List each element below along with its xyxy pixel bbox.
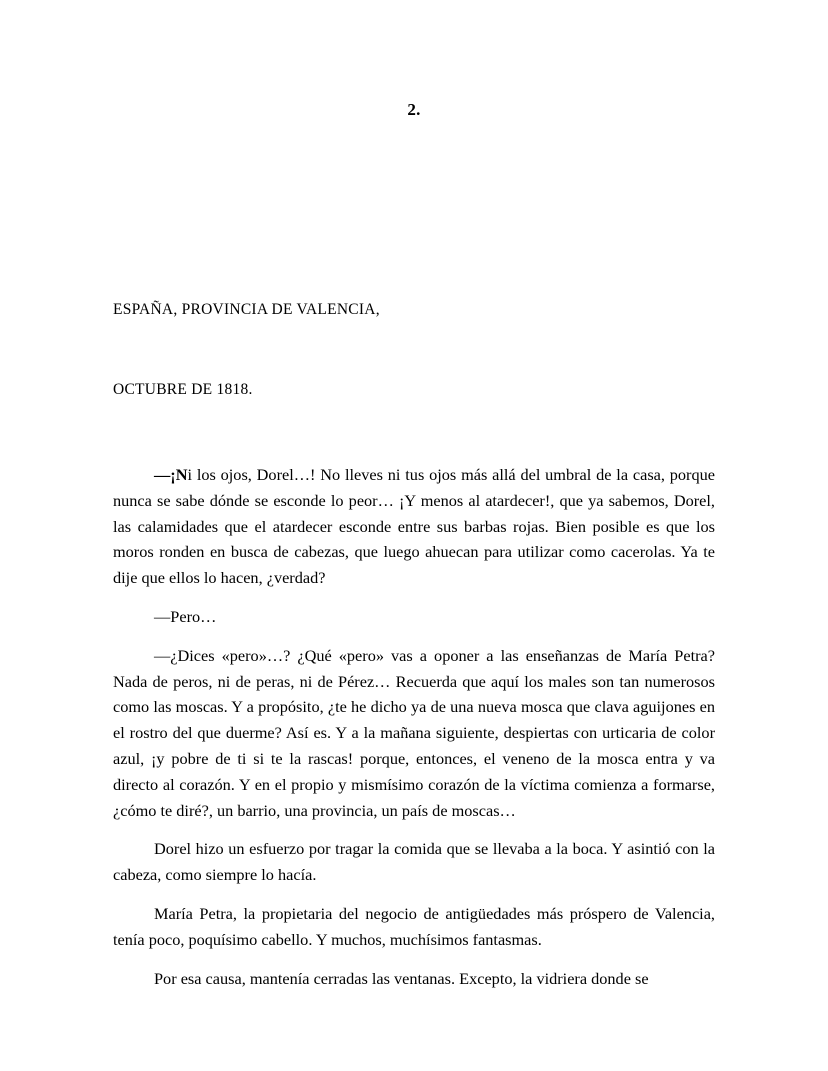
paragraph [113, 966, 715, 992]
paragraph [113, 643, 715, 824]
paragraph-text: Dorel hizo un esfuerzo por tragar la comida que se llevaba a la boca. Y asintió con la cabeza, como siempre lo hacía. [113, 839, 715, 885]
page-content [113, 0, 715, 991]
paragraph [113, 901, 715, 953]
heading-date: OCTUBRE DE 1818. [113, 381, 253, 398]
heading-place: ESPAÑA, PROVINCIA DE VALENCIA, [113, 301, 380, 318]
chapter-number: 2. [407, 100, 421, 119]
paragraph-text: —Pero… [154, 606, 217, 626]
paragraph-text: —¿Dices «pero»…? ¿Qué «pero» vas a oponer a las enseñanzas de María Petra? Nada de peros, ni de peras, ni de Pérez… Recuerda que aquí los males son tan numerosos como las moscas. Y a propósito, ¿te he dicho ya de una nueva mosca que clava aguijones en el rostro del que duerme? Así es. Y a la mañana siguiente, despiertas con urticaria de color azul, ¡y pobre de ti si te la rascas! porque, entonces, el veneno de la mosca entra y va directo al corazón. Y en el propio y mismísimo corazón de la víctima comienza a formarse, ¿cómo te diré?, un barrio, una provincia, un país de moscas… [113, 645, 715, 820]
body-text [113, 462, 715, 991]
paragraph [113, 604, 715, 630]
paragraph-lead: —¡N [154, 465, 188, 484]
paragraph [113, 462, 715, 591]
paragraph [113, 836, 715, 888]
paragraph-text: María Petra, la propietaria del negocio de antigüedades más próspero de Valencia, tenía poco, poquísimo cabello. Y muchos, muchísimos fantasmas. [113, 903, 715, 949]
paragraph-text: Por esa causa, mantenía cerradas las ventanas. Excepto, la vidriera donde se [154, 968, 649, 988]
paragraph-text: i los ojos, Dorel…! No lleves ni tus ojos más allá del umbral de la casa, porque nunca se sabe dónde se esconde lo peor… ¡Y menos al atardecer!, que ya sabemos, Dorel, las calamidades que el atardecer esconde entre sus barbas rojas. Bien posible es que los moros ronden en busca de cabezas, que luego ahuecan para utilizar como cacerolas. Ya te dije que ellos lo hacen, ¿verdad? [113, 465, 715, 588]
